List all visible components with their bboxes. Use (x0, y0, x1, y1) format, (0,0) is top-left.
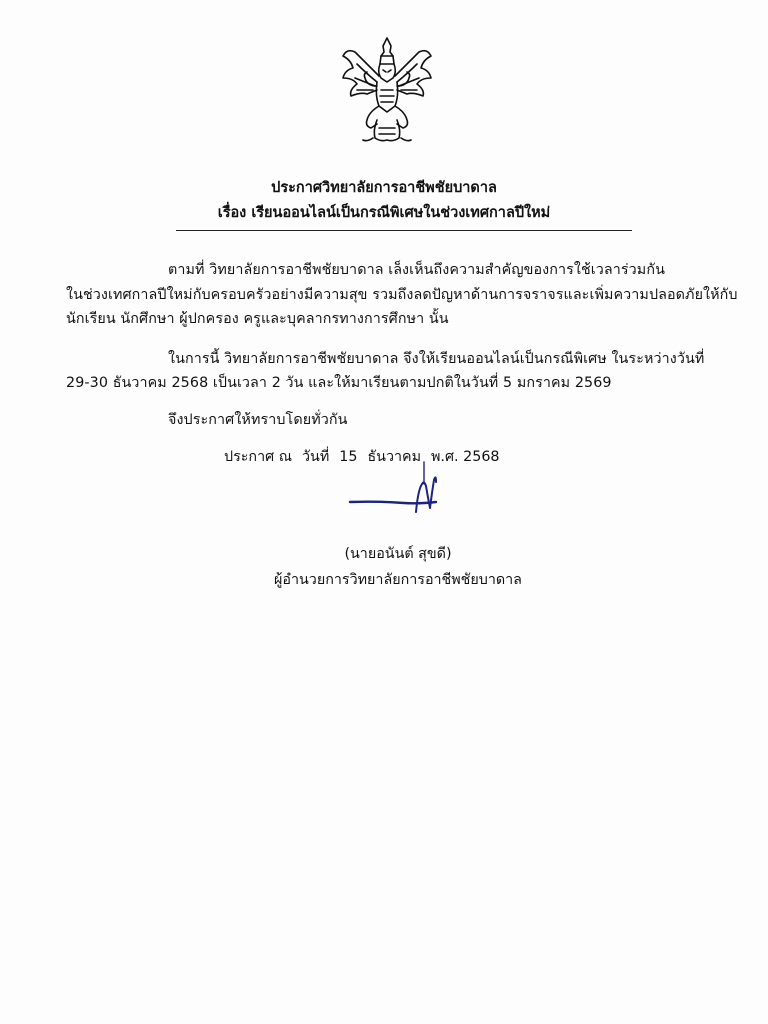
paragraph-1-line-3: นักเรียน นักศึกษา ผู้ปกครอง ครูและบุคลากรทางการศึกษา นั้น (66, 311, 449, 327)
paragraph-1-line-2: ในช่วงเทศกาลปีใหม่กับครอบครัวอย่างมีความสุข รวมถึงลดปัญหาด้านการจราจรและเพิ่มความปลอดภัยให้กับ (66, 287, 738, 303)
signer-name: (นายอนันต์ สุขดี) (344, 546, 452, 562)
date-prefix: ประกาศ ณ (224, 449, 293, 465)
announcement-subject: เรื่อง เรียนออนไลน์เป็นกรณีพิเศษในช่วงเทศกาลปีใหม่ (217, 205, 551, 221)
closing-statement: จึงประกาศให้ทราบโดยทั่วกัน (168, 412, 348, 428)
paragraph-2-line-2: 29-30 ธันวาคม 2568 เป็นเวลา 2 วัน และให้มาเรียนตามปกติในวันที่ 5 มกราคม 2569 (66, 375, 612, 391)
garuda-emblem-icon (337, 34, 437, 146)
signer-position: ผู้อำนวยการวิทยาลัยการอาชีพชัยบาดาล (274, 572, 522, 588)
handwritten-signature (348, 440, 458, 520)
paragraph-1-line-1: ตามที่ วิทยาลัยการอาชีพชัยบาดาล เล็งเห็นถึงความสำคัญของการใช้เวลาร่วมกัน (168, 262, 665, 278)
announcement-title: ประกาศวิทยาลัยการอาชีพชัยบาดาล (271, 180, 497, 196)
date-day: 15 (339, 449, 358, 465)
date-year: พ.ศ. 2568 (431, 449, 500, 465)
date-month: ธันวาคม (367, 449, 421, 465)
date-day-label: วันที่ (302, 449, 330, 465)
title-divider (176, 230, 632, 231)
paragraph-2-line-1: ในการนี้ วิทยาลัยการอาชีพชัยบาดาล จึงให้เรียนออนไลน์เป็นกรณีพิเศษ ในระหว่างวันที่ (168, 351, 705, 367)
